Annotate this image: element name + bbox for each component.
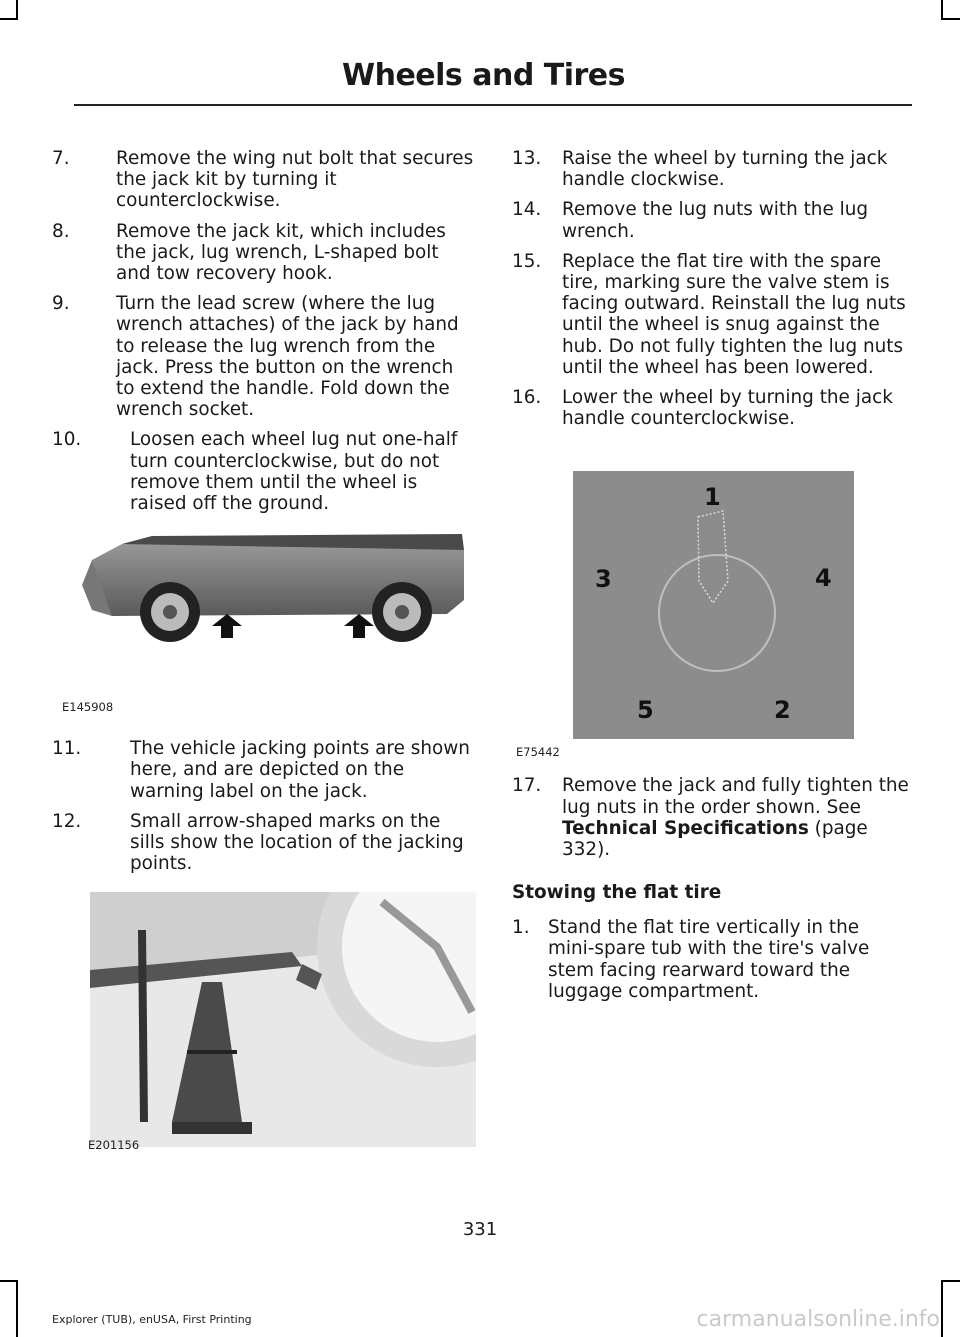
step-number: 15. — [512, 250, 542, 272]
watermark: carmanualsonline.info — [696, 1307, 940, 1332]
step-text: Turn the lead screw (where the lug wrench attaches) of the jack by hand to release the lug wrench from the jack. Press the button on the wrench to extend the handle. Fold down the wrench socket. — [116, 293, 459, 421]
step-number: 7. — [52, 148, 70, 169]
step-item — [512, 199, 910, 241]
step-number: 11. — [52, 738, 82, 760]
step-text: Remove the jack kit, which includes the jack, lug wrench, L-shaped bolt and tow recovery hook. — [116, 220, 446, 285]
title-rule — [74, 104, 912, 106]
figure-code: E75442 — [516, 745, 560, 760]
footer-text: Explorer (TUB), enUSA, First Printing — [52, 1313, 252, 1326]
step-number: 17. — [512, 775, 542, 797]
step-text: The vehicle jacking points are shown here, and are depicted on the warning label on the jack. — [130, 738, 470, 802]
left-column — [52, 148, 476, 1154]
arrow-icon — [212, 614, 242, 638]
step-item — [52, 429, 476, 514]
step-text: Lower the wheel by turning the jack handle counterclockwise. — [562, 387, 893, 430]
step-text: Stand the flat tire vertically in the mini-spare tub with the tire's valve stem facing rearward toward the luggage compartment. — [548, 917, 870, 1002]
step-number: 16. — [512, 387, 542, 409]
step-text: Remove the wing nut bolt that secures the jack kit by turning it counterclockwise. — [116, 148, 474, 212]
lug-label: 1 — [704, 483, 721, 512]
step-text: Raise the wheel by turning the jack handle clockwise. — [562, 148, 888, 191]
step-text-part: (page 332). — [562, 817, 868, 861]
crop-mark — [941, 0, 943, 20]
crop-mark — [16, 0, 18, 20]
crop-mark — [0, 18, 18, 20]
lug-label: 2 — [774, 696, 791, 725]
step-text — [562, 775, 910, 860]
step-item — [52, 811, 476, 875]
car-side-illustration — [52, 530, 476, 700]
step-item — [52, 293, 476, 420]
step-number: 14. — [512, 199, 542, 221]
page-title: Wheels and Tires — [342, 58, 625, 93]
crop-mark — [941, 1280, 943, 1337]
crop-mark — [16, 1280, 18, 1337]
lug-label: 4 — [815, 564, 832, 593]
step-item — [512, 387, 910, 429]
jack-illustration — [52, 892, 476, 1147]
step-number: 1. — [512, 917, 530, 939]
lug-label: 3 — [595, 565, 612, 594]
figure-code: E145908 — [62, 700, 114, 715]
lug-nut-order-figure — [512, 471, 910, 763]
right-column — [512, 148, 910, 1011]
step-number: 12. — [52, 810, 82, 832]
crop-mark — [941, 1280, 960, 1282]
crop-mark — [941, 18, 960, 20]
step-item — [52, 738, 476, 802]
step-number: 8. — [52, 220, 70, 242]
step-number: 10. — [52, 429, 82, 451]
step-item — [52, 221, 476, 285]
step-item — [512, 148, 910, 190]
step-text: Remove the lug nuts with the lug wrench. — [562, 199, 869, 242]
step-item — [512, 917, 910, 1002]
lug-diagram — [573, 471, 854, 739]
step-number: 13. — [512, 148, 542, 169]
jack-under-sill-figure — [52, 892, 476, 1154]
step-item — [52, 148, 476, 212]
step-text-part: Remove the jack and fully tighten the lug nuts in the order shown. See — [562, 775, 909, 818]
car-jacking-points-figure — [52, 530, 476, 718]
step-text: Small arrow-shaped marks on the sills show the location of the jacking points. — [130, 810, 464, 875]
step-item — [512, 251, 910, 378]
page-number: 331 — [462, 1219, 498, 1240]
lug-label: 5 — [637, 696, 654, 725]
arrow-icon — [344, 614, 374, 638]
step-text: Replace the flat tire with the spare tire, marking sure the valve stem is facing outward. Reinstall the lug nuts until the wheel is snug against the hub. Do not fully tighten the lug nuts until the wheel has been lowered. — [562, 250, 906, 378]
lug-circle — [573, 471, 854, 739]
figure-code: E201156 — [88, 1138, 140, 1153]
step-number: 9. — [52, 293, 70, 315]
cross-reference-link[interactable]: Technical Specifications — [562, 817, 809, 839]
step-text: Loosen each wheel lug nut one-half turn counterclockwise, but do not remove them until the wheel is raised off the ground. — [130, 429, 458, 515]
section-heading: Stowing the flat tire — [512, 882, 722, 904]
step-item — [512, 775, 910, 860]
